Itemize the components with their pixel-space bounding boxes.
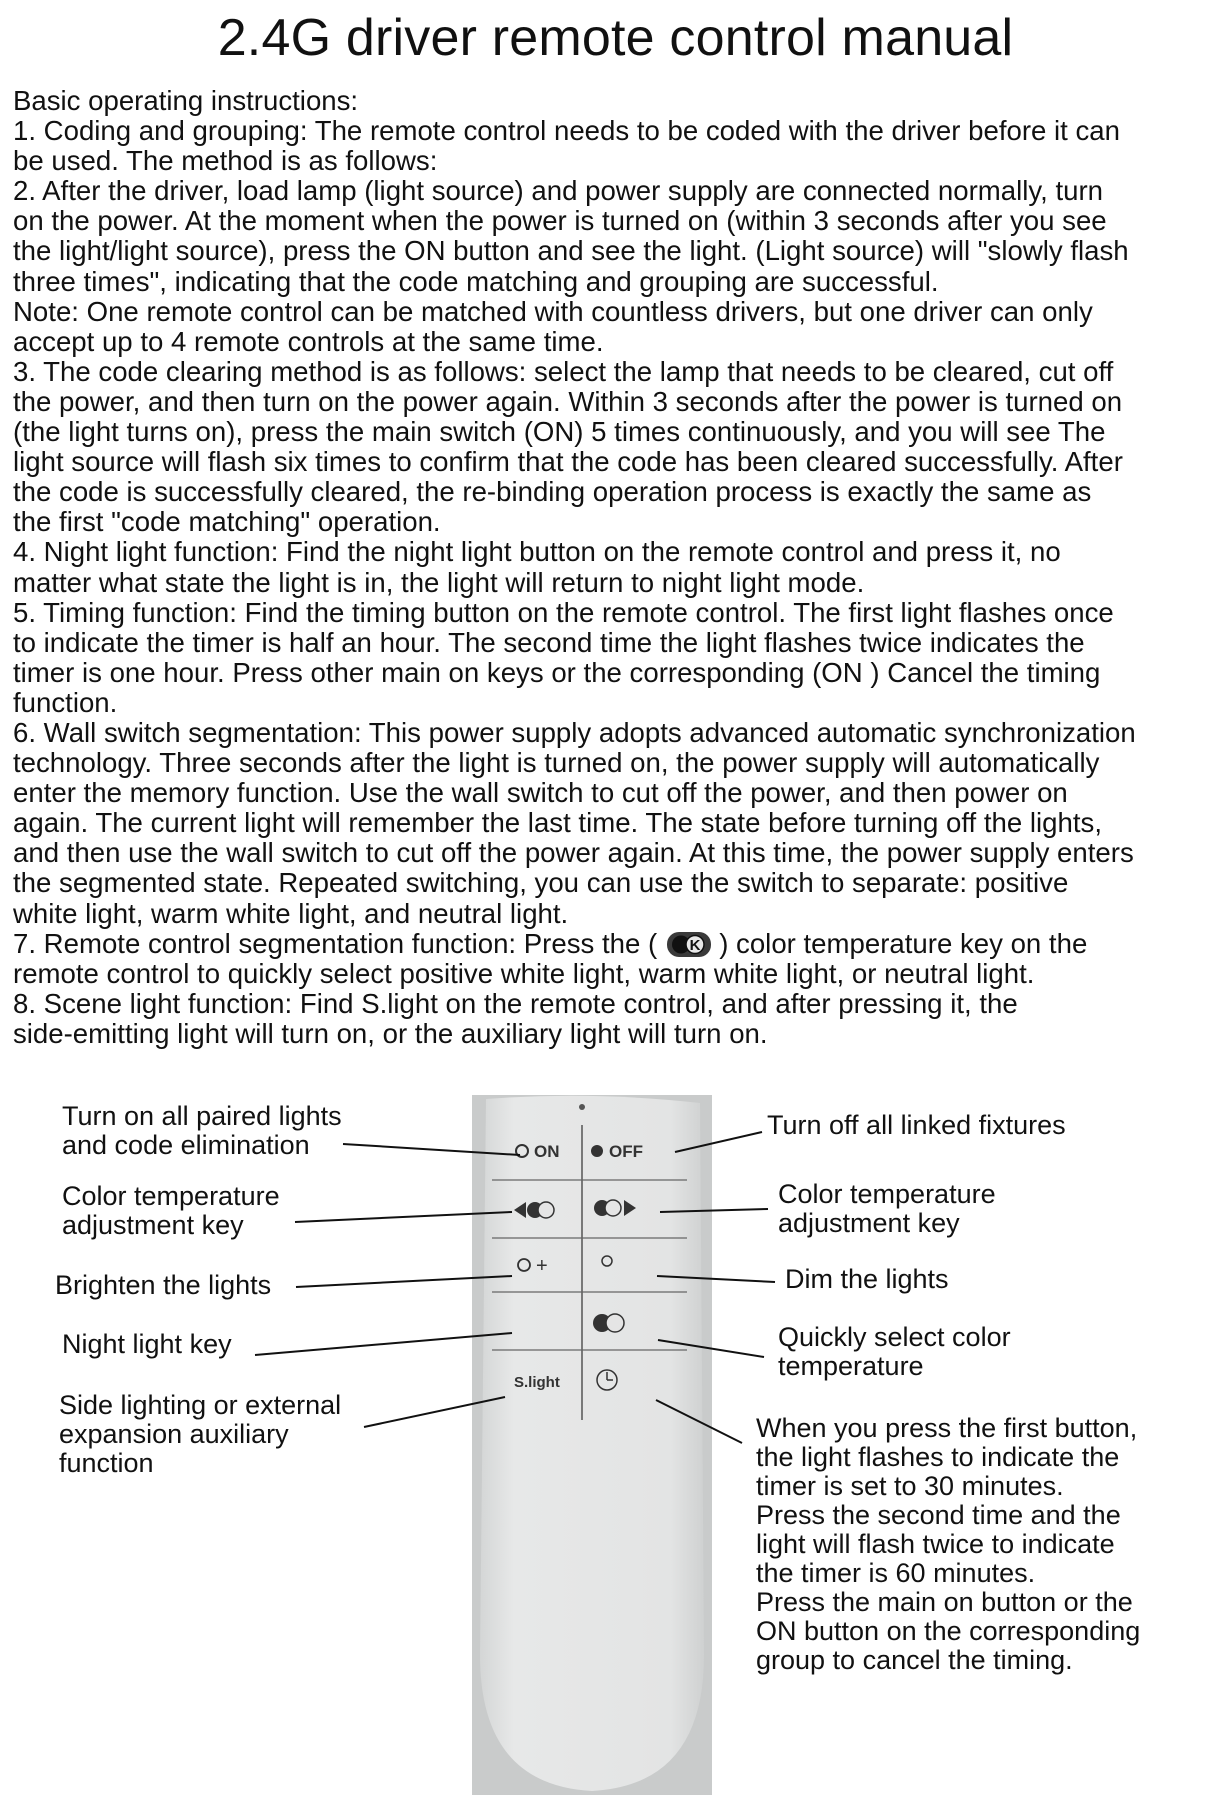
instruction-line: enter the memory function. Use the wall switch to cut off the power, and then power on	[13, 777, 1068, 809]
off-key-label: OFF	[609, 1142, 643, 1161]
instruction-line: 6. Wall switch segmentation: This power supply adopts advanced automatic synchronization	[13, 716, 1136, 748]
callout-off-key: Turn off all linked fixtures	[767, 1110, 1066, 1140]
callout-dim: Dim the lights	[785, 1264, 949, 1294]
instruction-line: white light, warm white light, and neutral light.	[13, 897, 569, 929]
leader-line	[657, 1276, 775, 1282]
leader-line	[343, 1144, 520, 1155]
instruction-line: three times", indicating that the code matching and grouping are successful.	[13, 265, 939, 297]
instruction-line: the segmented state. Repeated switching, you can use the switch to separate: positive	[13, 867, 1069, 899]
instruction-line: to indicate the timer is half an hour. The second time the light flashes twice indicates the	[13, 626, 1085, 658]
item7-text-before: 7. Remote control segmentation function: Press the (	[13, 927, 658, 959]
leader-line	[656, 1400, 742, 1443]
on-key-label: ON	[534, 1142, 560, 1161]
instruction-line: accept up to 4 remote controls at the same time.	[13, 325, 604, 357]
callout-timer: When you press the first button, the light flashes to indicate the timer is set to 30 minutes. Press the second time and the light will flash twice to indicate the timer is 60 minutes. Press the main on button or the ON button on the corresponding group to cancel the timing.	[756, 1413, 1141, 1675]
callout-on-key: Turn on all paired lights and code elimination	[62, 1101, 342, 1160]
callout-brighten: Brighten the lights	[55, 1270, 272, 1300]
instruction-line: 1. Coding and grouping: The remote control needs to be coded with the driver before it can	[13, 115, 1120, 147]
instruction-line: remote control to quickly select positive white light, warm white light, or neutral light.	[13, 957, 1035, 989]
page-title: 2.4G driver remote control manual	[217, 9, 1014, 67]
leader-line	[658, 1340, 764, 1357]
instruction-line: light source will flash six times to confirm that the code has been cleared successfully. After	[13, 446, 1123, 478]
instruction-line: the first "code matching" operation.	[13, 506, 441, 538]
callout-quick-select: Quickly select color temperature	[778, 1322, 1011, 1381]
svg-text:K: K	[689, 936, 701, 954]
instruction-line: timer is one hour. Press other main on keys or the corresponding (ON ) Cancel the timing	[13, 656, 1101, 688]
leader-line	[296, 1276, 512, 1287]
item7-text-after: ) color temperature key on the	[719, 927, 1088, 959]
instruction-line: Basic operating instructions:	[13, 85, 359, 116]
instruction-line: and then use the wall switch to cut off the power again. At this time, the power supply enters	[13, 837, 1134, 869]
instruction-line: matter what state the light is in, the light will return to night light mode.	[13, 566, 865, 598]
instruction-line: Note: One remote control can be matched with countless drivers, but one driver can only	[13, 295, 1093, 327]
instruction-line: on the power. At the moment when the power is turned on (within 3 seconds after you see	[13, 205, 1107, 237]
instruction-line: 3. The code clearing method is as follows: select the lamp that needs to be cleared, cut off	[13, 355, 1114, 387]
scene-key-label: S.light	[514, 1374, 560, 1391]
callout-color-temp-right: Color temperature adjustment key	[778, 1179, 996, 1238]
brighten-symbol: +	[536, 1255, 548, 1277]
instruction-line: technology. Three seconds after the light is turned on, the power supply will automatically	[13, 747, 1100, 779]
instruction-line: again. The current light will remember the last time. The state before turning off the lights,	[13, 807, 1102, 839]
instruction-line: 8. Scene light function: Find S.light on the remote control, and after pressing it, the	[13, 987, 1018, 1019]
instruction-line: 5. Timing function: Find the timing button on the remote control. The first light flashes once	[13, 596, 1114, 628]
instruction-line: the power, and then turn on the power again. Within 3 seconds after the power is turned on	[13, 385, 1123, 417]
callout-color-temp-left: Color temperature adjustment key	[62, 1181, 280, 1240]
instruction-line: be used. The method is as follows:	[13, 145, 438, 177]
instruction-line: (the light turns on), press the main switch (ON) 5 times continuously, and you will see The	[13, 416, 1106, 448]
instruction-line: the light/light source), press the ON button and see the light. (Light source) will "slowly flash	[13, 235, 1129, 267]
callout-night-light: Night light key	[62, 1329, 232, 1359]
instruction-line: the code is successfully cleared, the re-binding operation process is exactly the same as	[13, 476, 1092, 508]
instruction-line: function.	[13, 686, 118, 718]
leader-line	[675, 1132, 762, 1152]
leader-line	[295, 1212, 512, 1222]
leader-line	[255, 1333, 512, 1355]
instruction-line: 4. Night light function: Find the night light button on the remote control and press it, no	[13, 536, 1061, 568]
leader-line	[364, 1397, 505, 1427]
callout-side-lighting: Side lighting or external expansion auxiliary function	[59, 1390, 342, 1478]
leader-line	[660, 1209, 768, 1212]
instruction-line: side-emitting light will turn on, or the auxiliary light will turn on.	[13, 1017, 768, 1049]
instruction-line: 2. After the driver, load lamp (light source) and power supply are connected normally, turn	[13, 175, 1104, 207]
